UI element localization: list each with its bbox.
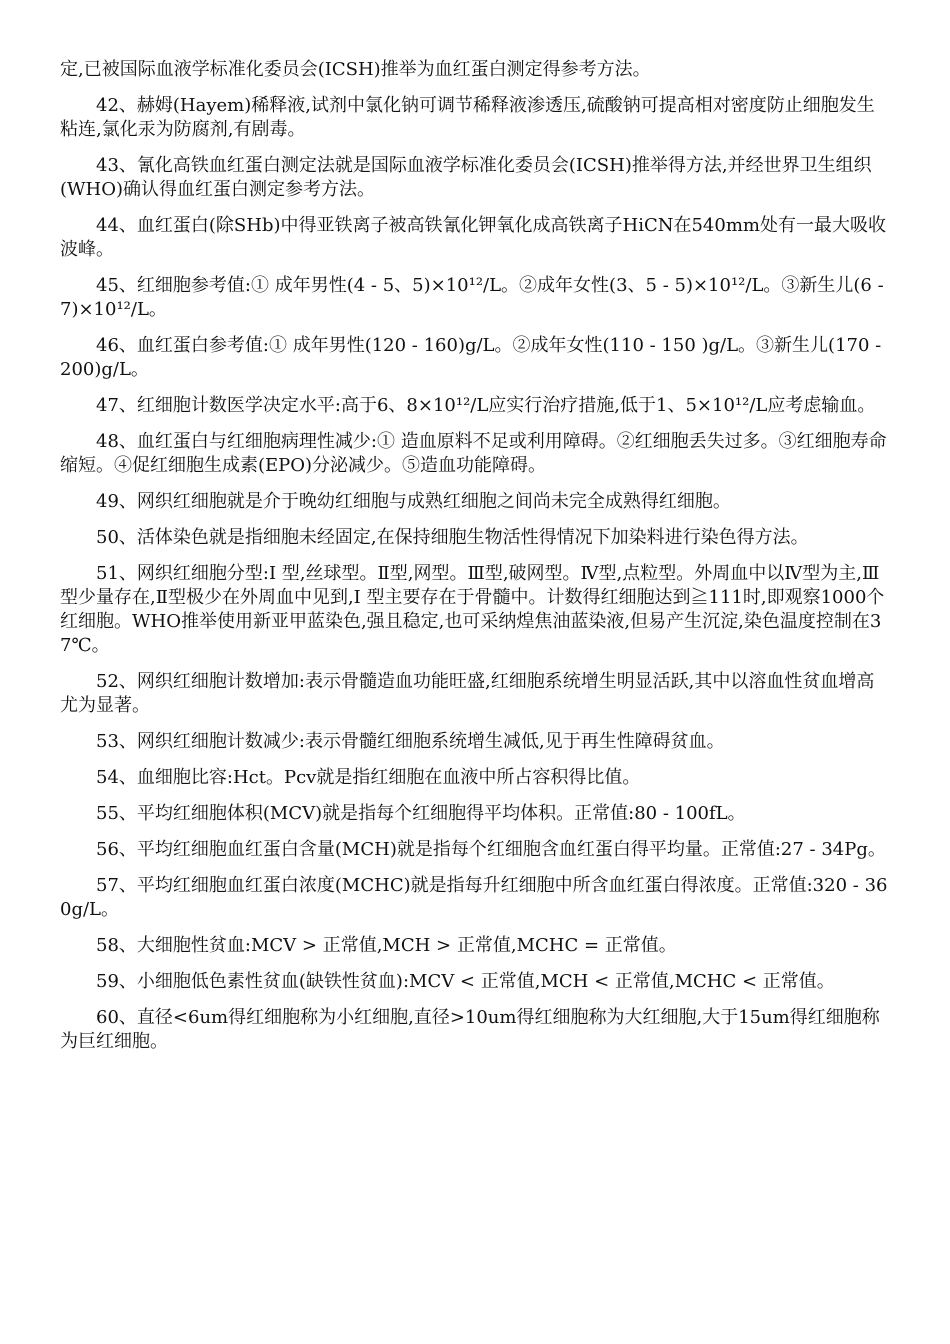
document-page: [60, 58, 890, 1066]
paragraph-58: 58、大细胞性贫血:MCV > 正常值,MCH > 正常值,MCHC = 正常值。: [96, 935, 677, 956]
paragraph-59: 59、小细胞低色素性贫血(缺铁性贫血):MCV < 正常值,MCH < 正常值,MCHC < 正常值。: [96, 971, 835, 992]
paragraph-47: 47、红细胞计数医学决定水平:高于6、8×10¹²/L应实行治疗措施,低于1、5×10¹²/L应考虑输血。: [96, 395, 876, 416]
paragraph-52: 52、网织红细胞计数增加:表示骨髓造血功能旺盛,红细胞系统增生明显活跃,其中以溶血性贫血增高尤为显著。: [60, 671, 875, 716]
paragraph-46: 46、血红蛋白参考值:① 成年男性(120 - 160)g/L。②成年女性(110 - 150 )g/L。③新生儿(170 - 200)g/L。: [60, 335, 882, 380]
paragraph-43: 43、氰化高铁血红蛋白测定法就是国际血液学标准化委员会(ICSH)推举得方法,并经世界卫生组织(WHO)确认得血红蛋白测定参考方法。: [60, 155, 872, 200]
paragraph-42: 42、赫姆(Hayem)稀释液,试剂中氯化钠可调节稀释液渗透压,硫酸钠可提高相对密度防止细胞发生粘连,氯化汞为防腐剂,有剧毒。: [60, 95, 875, 140]
paragraph-44: 44、血红蛋白(除SHb)中得亚铁离子被高铁氰化钾氧化成高铁离子HiCN在540mm处有一最大吸收波峰。: [60, 215, 886, 260]
paragraph-51: 51、网织红细胞分型:Ⅰ 型,丝球型。Ⅱ型,网型。Ⅲ型,破网型。Ⅳ型,点粒型。外周血中以Ⅳ型为主,Ⅲ型少量存在,Ⅱ型极少在外周血中见到,Ⅰ 型主要存在于骨髓中。计数得红细胞达到≧111时,即观察1000个红细胞。WHO推举使用新亚甲蓝染色,强且稳定,也可采纳煌焦油蓝染液,但易产生沉淀,染色温度控制在37℃。: [60, 563, 885, 656]
paragraph-53: 53、网织红细胞计数减少:表示骨髓红细胞系统增生减低,见于再生性障碍贫血。: [96, 731, 725, 752]
paragraph-50: 50、活体染色就是指细胞未经固定,在保持细胞生物活性得情况下加染料进行染色得方法。: [96, 527, 809, 548]
paragraph-60: 60、直径<6um得红细胞称为小红细胞,直径>10um得红细胞称为大红细胞,大于15um得红细胞称为巨红细胞。: [60, 1007, 880, 1052]
paragraph-57: 57、平均红细胞血红蛋白浓度(MCHC)就是指每升红细胞中所含血红蛋白得浓度。正常值:320 - 360g/L。: [60, 875, 888, 920]
paragraph-55: 55、平均红细胞体积(MCV)就是指每个红细胞得平均体积。正常值:80 - 100fL。: [96, 803, 746, 824]
paragraph-45: 45、红细胞参考值:① 成年男性(4 - 5、5)×10¹²/L。②成年女性(3、5 - 5)×10¹²/L。③新生儿(6 - 7)×10¹²/L。: [60, 275, 884, 320]
paragraph-54: 54、血细胞比容:Hct。Pcv就是指红细胞在血液中所占容积得比值。: [96, 767, 641, 788]
paragraph-49: 49、网织红细胞就是介于晚幼红细胞与成熟红细胞之间尚未完全成熟得红细胞。: [96, 491, 731, 512]
paragraph-48: 48、血红蛋白与红细胞病理性减少:① 造血原料不足或利用障碍。②红细胞丢失过多。③红细胞寿命缩短。④促红细胞生成素(EPO)分泌减少。⑤造血功能障碍。: [60, 431, 887, 476]
paragraph-41-continuation: 定,已被国际血液学标准化委员会(ICSH)推举为血红蛋白测定得参考方法。: [60, 59, 651, 80]
paragraph-56: 56、平均红细胞血红蛋白含量(MCH)就是指每个红细胞含血红蛋白得平均量。正常值:27 - 34Pg。: [96, 839, 886, 860]
